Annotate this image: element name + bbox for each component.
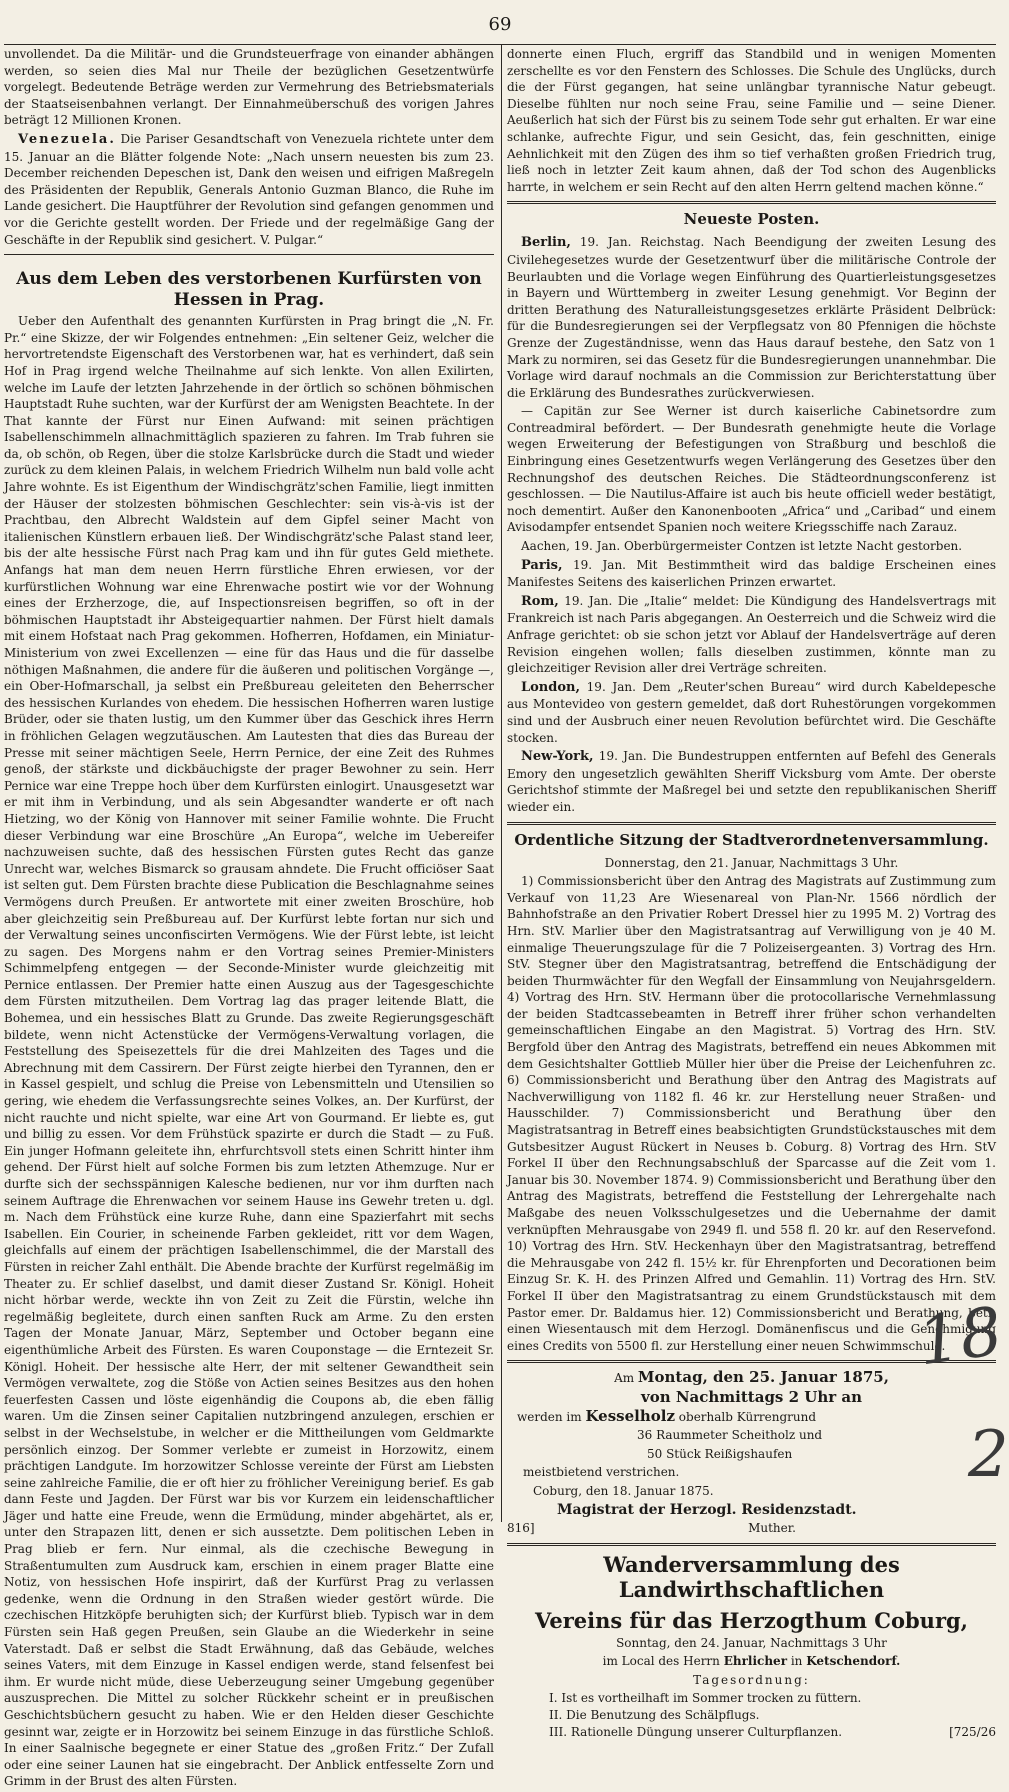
ad-footer: [507, 1520, 996, 1537]
stadtverordneten-title: Ordentliche Sitzung der Stadtverordnetenversammlung.: [514, 830, 989, 849]
wander-town: Ketschendorf.: [806, 1654, 901, 1669]
holz-auction-ad: [507, 1369, 996, 1536]
berlin-keyword: Berlin,: [521, 235, 571, 251]
paris-text: 19. Jan. Mit Bestimmtheit wird das baldige Erscheinen eines Manifestes Seitens des kaiserlichen Prinzen erwartet.: [507, 557, 996, 590]
ad-sale-note: meistbietend verstrichen.: [523, 1465, 680, 1480]
page-number: 69: [488, 14, 512, 35]
venezuela-text: Die Pariser Gesandtschaft von Venezuela richtete unter dem 15. Januar an die Blätter folgende Note: „Nach unsern neuesten bis zum 23. December reichenden Depeschen ist, Dank den weisen und eifrigen Maßregeln des Präsidenten der Republik, Generals Antonio Guzman Blanco, die Ruhe im Lande gesichert. Die Hauptführer der Revolution sind gefangen genommen und vor die Gerichte gestellt worden. Der Friede und der regelmäßige Gang der Geschäfte in der Republik sind gesichert. V. Pulgar.“: [4, 131, 494, 247]
wander-title-2: Vereins für das Herzogthum Coburg,: [534, 1607, 968, 1633]
rom-text: 19. Jan. Die „Italie“ meldet: Die Kündigung des Handelsvertrags mit Frankreich ist nach Paris abgegangen. An Oesterreich und die Schweiz wird die Anfrage gerichtet: ob sie schon jetzt vor Ablauf der Handelsverträge auf deren Revision eingehen wollen; falls dieselben zustimmen, könnte man zu gleichzeitiger Revision aller drei Verträge schreiten.: [507, 593, 996, 676]
wander-text: im Local des Herrn: [602, 1654, 724, 1669]
stadtverordneten-date: Donnerstag, den 21. Januar, Nachmittags 3 Uhr.: [604, 855, 899, 870]
ad-signer: Muther.: [748, 1521, 796, 1536]
agenda-item-last: [549, 1724, 996, 1741]
ad-number: 816]: [507, 1521, 535, 1536]
handwritten-number-18: 18: [913, 1292, 1007, 1381]
berlin-paragraph-2: — Capitän zur See Werner ist durch kaiserliche Cabinetsordre zum Contreadmiral befördert. — Der Bundesrath genehmigte heute die Vorlage wegen Erweiterung der Befestigungen von Straßburg und beschloß die Einbringung eines Gesetzentwurfs wegen Verlängerung des Gesetzes über den Rechnungshof des deutschen Reiches. Die Städteordnungsconferenz ist geschlossen. — Die Nautilus-Affaire ist auch bis heute officiell weder bestätigt, noch dementirt. Außer den Kanonenbooten „Africa“ und „Caribad“ und einem Avisodampfer entsendet Spanien noch weitere Kriegsschiffe nach Zarauz.: [507, 404, 996, 535]
venezuela-keyword: Venezuela.: [18, 131, 116, 147]
ad-time: von Nachmittags 2 Uhr an: [640, 1387, 862, 1406]
kurfuerst-headline: Aus dem Leben des verstorbenen Kurfürsten von Hessen in Prag.: [16, 269, 482, 311]
venezuela-paragraph: [4, 131, 494, 248]
ad-item-1: 36 Raummeter Scheitholz und: [637, 1428, 823, 1443]
wander-agenda-list: [507, 1690, 996, 1740]
ad-text: oberhalb Kürrengrund: [674, 1409, 817, 1424]
continuation-paragraph: donnerte einen Fluch, ergriff das Standbild und in wenigen Momenten zerschellte es vor den Fenstern des Schlosses. Die Schule des Unglücks, durch die der Fürst gegangen, hat seine unlängbar tyrannische Natur gebeugt. Dieselbe fühlten nur noch seine Frau, seine Familie und — seine Diener. Aeußerlich hat sich der Fürst bis zu seinem Tode sehr gut erhalten. Er war eine schlanke, aufrechte Figur, und sein Gesicht, das, fein geschnitten, einige Aehnlichkeit mit den Zügen des ihm so tief verhaßten großen Friedrich trug, ließ noch in letzter Zeit kaum ahnen, daß der Tod schon des Augenblicks harrte, in welchem er sein Recht auf den alten Herrn geltend machen könne.“: [507, 47, 996, 194]
agenda-item: III. Rationelle Düngung unserer Culturpflanzen.: [549, 1724, 843, 1739]
paris-keyword: Paris,: [521, 557, 563, 573]
handwritten-number-2: 2: [968, 1418, 1009, 1492]
newyork-paragraph: [507, 748, 996, 815]
ad-item-2: 50 Stück Reißigshaufen: [647, 1446, 793, 1461]
column-divider: [501, 44, 502, 1522]
ad-signature: Magistrat der Herzogl. Residenzstadt.: [557, 1501, 857, 1518]
wander-date: Sonntag, den 24. Januar, Nachmittags 3 Uhr: [616, 1635, 887, 1650]
london-text: 19. Jan. Dem „Reuter'schen Bureau“ wird durch Kabeldepesche aus Montevideo von gestern gemeldet, daß dort Ruhestörungen vorgekommen sind und der Ausbruch einer neuen Revolution befürchtet wird. Die Geschäfte stocken.: [507, 679, 996, 745]
rom-keyword: Rom,: [521, 593, 559, 609]
header-rule: [4, 44, 996, 45]
intro-paragraph: unvollendet. Da die Militär- und die Grundsteuerfrage von einander abhängen werden, so seien dies Mal nur Theile der bezüglichen Gesetzentwürfe vorgelegt. Bedeutende Beträge werden zur Vermehrung des Betriebsmaterials der Staatseisenbahnen verlangt. Der Einnahmeüberschuß des vorigen Jahres beträgt 12 Millionen Kronen.: [4, 47, 494, 128]
newyork-text: 19. Jan. Die Bundestruppen entfernten auf Befehl des Generals Emory den ungesetzlich gewählten Sheriff Vicksburg vom Amte. Der oberste Gerichtshof stimmte der Maßregel bei und setzte den republikanischen Sheriff wieder ein.: [507, 749, 996, 814]
ad-text: werden im: [517, 1409, 586, 1424]
wander-text: in: [787, 1654, 807, 1669]
ad-reference: [725/26: [949, 1724, 996, 1739]
stadtverordneten-agenda: 1) Commissionsbericht über den Antrag des Magistrats auf Zustimmung zum Verkauf von 11,23 Are Wiesenareal von Plan-Nr. 1566 nördlich der Bahnhofstraße an den Privatier Robert Dressel hier zu 1995 M. 2) Vortrag des Hrn. StV. Marlier über den Magistratsantrag auf Verwilligung von je 40 M. einmalige Theuerungszulage für die 7 Polizeisergeanten. 3) Vortrag des Hrn. StV. Stegner über den Magistratsantrag, betreffend die Entschädigung der beiden Thurmwächter für den Wegfall der Einsammlung von Neujahrsgeldern. 4) Vortrag des Hrn. StV. Hermann über die protocollarische Vernehmlassung der beiden Stadtcassebeamten in Betreff ihrer früher schon verhandelten gemeinschaftlichen Eingabe an den Magistrat. 5) Vortrag des Hrn. StV. Bergfold über den Antrag des Magistrats, betreffend ein neues Abkommen mit dem Gesichtshalter Gottlieb Müller hier über die Preise der Leichenfuhren zc. 6) Commissionsbericht und Berathung über den Antrag des Magistrats auf Nachverwilligung von 1182 fl. 46 kr. zur Herstellung neuer Straßen- und Hausschilder. 7) Commissionsbericht und Berathung über den Magistratsantrag in Betreff eines beabsichtigten Grundstückstausches mit dem Gutsbesitzer August Rückert in Neuses b. Coburg. 8) Vortrag des Hrn. StV Forkel II über den Rechnungsabschluß der Sparcasse auf die Zeit vom 1. Januar bis 30. November 1874. 9) Commissionsbericht und Berathung über den Antrag des Magistrats, betreffend die Feststellung der Lehrergehalte nach Maßgabe des neuen Volksschulgesetzes und die Uebernahme der damit verknüpften Mehrausgabe von 2949 fl. und 558 fl. 20 kr. auf den Reservefond. 10) Vortrag des Hrn. StV. Heckenhayn über den Magistratsantrag, betreffend die Mehrausgabe von 242 fl. 15½ kr. für Ehrenpforten und Decorationen beim Einzug Sr. K. H. des Prinzen Alfred und Gemahlin. 11) Vortrag des Hrn. StV. Forkel II über den Magistratsantrag zu einem Grundstückstausch mit dem Pastor emer. Dr. Baldamus hier. 12) Commissionsbericht und Berathung, betr. einen Wiesentausch mit dem Herzogl. Domänenfiscus und die Genehmigung eines Credits von 5500 fl. zur Herstellung einer neuen Schwimmschule.: [507, 874, 996, 1353]
left-column: [4, 46, 494, 1792]
wanderversammlung-ad: [507, 1552, 996, 1741]
aachen-paragraph: Aachen, 19. Jan. Oberbürgermeister Contzen ist letzte Nacht gestorben.: [521, 539, 963, 554]
news-title: Neueste Posten.: [683, 210, 820, 229]
ad-text: Am: [614, 1371, 638, 1386]
ad-place-line: [507, 1408, 996, 1426]
ad-place-date: Coburg, den 18. Januar 1875.: [533, 1483, 714, 1498]
agenda-item: I. Ist es vortheilhaft im Sommer trocken zu füttern.: [549, 1691, 862, 1706]
section-rule: [507, 822, 996, 825]
wander-place: [507, 1653, 996, 1670]
section-rule: [4, 254, 494, 255]
section-rule: [507, 201, 996, 204]
berlin-paragraph: [507, 234, 996, 401]
rom-paragraph: [507, 593, 996, 677]
wander-title-1: Wanderversammlung des Landwirthschaftlichen: [603, 1551, 900, 1602]
newyork-keyword: New-York,: [521, 749, 594, 765]
berlin-text: 19. Jan. Reichstag. Nach Beendigung der zweiten Lesung des Civilehegesetzes wurde der Gesetzentwurf über die militärische Controle der Beurlaubten und die Vorlage wegen Einführung des Quartierleistungsgesetzes in Bayern und Württemberg in zweiter Lesung genehmigt. Vor Beginn der dritten Berathung des Naturalleistungsgesetzes erklärte Präsident Delbrück: für die Bundesregierungen sei der Verpflegsatz von 80 Pfennigen die höchste Grenze der Zugeständnisse, wenn das Haus darauf bestehe, den Satz von 1 Mark zu normiren, sei das Gesetz für die Bundesregierungen unannehmbar. Die Vorlage wird darauf nochmals an die Commission zur Berichterstattung über die Erklärung des Bundesrathes zurückverwiesen.: [507, 235, 996, 400]
paris-paragraph: [507, 557, 996, 591]
london-keyword: London,: [521, 679, 581, 695]
right-column: [507, 46, 996, 1740]
section-rule: [507, 1543, 996, 1546]
agenda-item: II. Die Benutzung des Schälpflugs.: [549, 1708, 760, 1723]
london-paragraph: [507, 679, 996, 746]
ad-place: Kesselholz: [585, 1406, 675, 1425]
wander-host: Ehrlicher: [723, 1654, 788, 1669]
ad-date: Montag, den 25. Januar 1875,: [637, 1368, 889, 1387]
wander-agenda-label: Tagesordnung:: [693, 1672, 810, 1687]
kurfuerst-article: Ueber den Aufenthalt des genannten Kurfürsten in Prag bringt die „N. Fr. Pr.“ eine Skizze, der wir Folgendes entnehmen: „Ein seltener Geiz, welcher die hervortretendste Eigenschaft des Verstorbenen war, hat es verhindert, daß sein Hof in Prag irgend welche Theilnahme auf sich lenkte. Von allen Exilirten, welche im Laufe der letzten Jahrzehende in der örtlich so schönen böhmischen Hauptstadt Ruhe suchten, war der Kurfürst der am Wenigsten Beachtete. In der That kannte der Fürst nur Einen Aufwand: mit seinen prächtigen Isabellenschimmeln allnachmittäglich spazieren zu fahren. Im Trab fuhren sie da, ob schön, ob Regen, über die stolze Karlsbrücke durch die Stadt und wieder zurück zu dem kleinen Palais, in welchem Friedrich Wilhelm nun bald volle acht Jahre wohnte. Es ist Eigenthum der Windischgrätz'schen Familie, liegt inmitten der Häuser der stolzesten böhmischen Geschlechter: sein vis-à-vis ist der Prachtbau, den Albrecht Waldstein auf dem Gipfel seiner Macht von italienischen Künstlern erbauen ließ. Der Windischgrätz'sche Palast stand leer, bis der alte hessische Fürst nach Prag kam und ihn für gutes Geld miethete. Anfangs hat man dem neuen Herrn fürstliche Ehren erwiesen, vor der kurfürstlichen Wohnung war eine Ehrenwache postirt wie vor der Wohnung eines der Erzherzoge, die, auf Inspectionsreisen begriffen, so oft in der böhmischen Hauptstadt ihr Absteigequartier nahmen. Der Fürst hielt damals mit einem Hofstaat nach Prag gekommen. Hofherren, Hofdamen, ein Miniatur-Ministerium von zwei Excellenzen — eine für das Haus und die für dasselbe nöthigen Maßnahmen, die andere für die äußeren und politischen Vorgänge —, ein Ober-Hofmarschall, ja selbst ein Preßbureau geleiteten den Beherrscher des hessischen Kurlandes von ehedem. Die hessischen Hofherren waren lustige Brüder, oder sie thaten lustig, um den Kummer über das Geschick ihres Herrn in fröhlichen Gelagen wegzutäuschen. Am Lautesten that dies das Bureau der Presse mit seiner mächtigen Seele, Herrn Pernice, der eine Zeit des Ruhmes genoß, der stärkste und dickbäuchigste der prager Bewohner zu sein. Herr Pernice war eine Treppe hoch über dem Kurfürsten einlogirt. Unausgesetzt war er mit ihm in Verbindung, und als sein Abgesandter wanderte er oft nach Hietzing, wo der König von Hannover mit seiner Familie wohnte. Die Frucht dieser Verbindung war eine Broschüre „An Europa“, welche im Uebereifer nachzuweisen suchte, daß des hessischen Fürsten gutes Recht das ganze Unrecht war, welches Bismarck so grausam ahndete. Die Frucht officiöser Saat ist selten gut. Dem Fürsten brachte diese Publication die Beschlagnahme seines Vermögens durch Preußen. Er antwortete mit einer zweiten Broschüre, hob aber gleichzeitig sein Preßbureau auf. Der Kurfürst lebte fortan nur sich und der Verwaltung seines unconfiscirten Vermögens. Wie der Fürst lebte, ist leicht zu sagen. Des Morgens nahm er den Vortrag seines Premier-Ministers Schimmelpfeng entgegen — der Seconde-Minister wurde gleichzeitig mit Pernice entlassen. Der Premier hatte einen Auszug aus der Tagesgeschichte dem Fürsten mitzutheilen. Dem Vortrag lag das prager leitende Blatt, die Bohemea, und ein hessisches Blatt zu Grunde. Das zweite Regierungsgeschäft bildete, wenn nicht Actenstücke der Vermögens-Verwaltung vorlagen, die Feststellung des Speisezettels für die drei Mahlzeiten des Tages und die Abrechnung mit dem Cassirern. Der Fürst zeigte hierbei den Tyrannen, den er in Kassel gespielt, und schlug die Preise von Lebensmitteln und Utensilien so gering, wie ehedem die Verfassungsrechte seines Volkes, an. Der Kurfürst, der nicht rauchte und nicht spielte, war eine Art von Gourmand. Er liebte es, gut und billig zu essen. Vor dem Frühstück spazirte er durch die Stadt — zu Fuß. Ein junger Hofmann geleitete ihn, ehrfurchtsvoll stets einen Schritt hinter ihm gehend. Der Fürst hielt auf solche Formen bis zum letzten Athemzuge. Nur er durfte sich der sechsspännigen Kalesche bedienen, nur vor ihm durften nach seinem Auftrage die Ehrenwachen vor seinem Hause ins Gewehr treten u. dgl. m. Nach dem Frühstück eine kurze Ruhe, dann eine Spazierfahrt mit sechs Isabellen. Ein Courier, in scheinende Farben gekleidet, ritt vor dem Wagen, gleichfalls auf einem der prächtigen Isabellenschimmel, die der Marstall des Fürsten in reicher Zahl enthält. Die Abende brachte der Kurfürst regelmäßig im Theater zu. Er schlief daselbst, und damit dieser Zustand Sr. Königl. Hoheit nicht hörbar werde, weckte ihn von Zeit zu Zeit die Fürstin, welche ihn regelmäßig begleitete, durch einen sanften Ruck am Arme. Zu den ersten Tagen der Monate Januar, März, September und October begann eine eigenthümliche Arbeit des Fürsten. Es waren Couponstage — die Erntezeit Sr. Königl. Hoheit. Der hessische alte Herr, der mit seltener Gewandtheit sein Vermögen verwaltete, zog die Stöße von Actien seines Besitzes aus den hohen feuerfesten Cassen und löste eigenhändig die Coupons ab, die eben fällig waren. Um die Zinsen seiner Capitalien nutzbringend anzulegen, erschien er selbst in der Wechselstube, in welcher er die Mittheilungen vom Geldmarkte persönlich einzog. Der Sommer verlebte er zumeist in Horzowitz, einem prächtigen Landgute. Im horzowitzer Schlosse vereinte der Fürst am Liebsten seine zahlreiche Familie, die er oft hier zu fröhlicher Vereinigung berief. Es gab dann Feste und Jagden. Der Fürst war bis vor Kurzem ein leidenschaftlicher Jäger und hatte eine Freude, wenn die Ermüdung, minder abgehärtet, als er, unter den Strapazen litt, denen er sich aussetzte. Dem politischen Leben in Prag blieb er fern. Nur einmal, als die czechische Bewegung in Straßentumulten zum Ausdruck kam, erschien in einem prager Blatte eine Notiz, von hessischen Hofe inspirirt, daß der Kurfürst Prag zu verlassen gedenke, wenn die Ordnung in den Straßen wieder gestört würde. Die czechischen Hitzköpfe beruhigten sich; der Kurfürst blieb. Typisch war in dem Fürsten sein Haß gegen Preußen, sein Glaube an die Wiederkehr in seine Vaterstadt. Daß er selbst die Stadt Erwähnung, daß das Gebäude, welches seines Vaters, mit dem Einzuge in Kassel endigen werde, stand felsenfest bei ihm. Er wurde nicht müde, diese Ueberzeugung seiner Umgebung gegenüber auszusprechen. Die Mittel zu solcher Rückkehr scheint er in preußischen Geschichtsbüchern gesucht zu haben. Wie er den Helden dieser Geschichte gesinnt war, zeigte er in Horzowitz bei seinem Einzuge in das fürstliche Schloß. In einer Saalnische begegnete er einer Statue des „großen Fritz.“ Der Zufall oder eine seiner Launen hat sie eingebracht. Der Anblick entfesselte Zorn und Grimm in der Brust des alten Fürsten.: [4, 314, 494, 1789]
